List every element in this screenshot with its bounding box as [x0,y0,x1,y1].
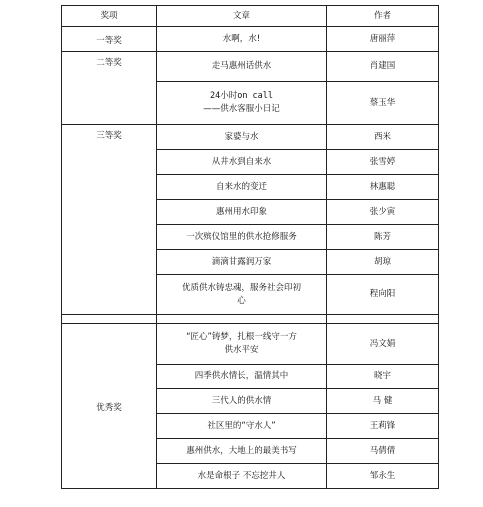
article-title: 一次殡仪馆里的供水抢修服务 [157,225,327,250]
article-title: 惠州用水印象 [157,200,327,225]
article-title: 水啊，水! [157,27,327,52]
article-title-line: 供水平安 [224,345,259,355]
article-author: 林惠聪 [327,175,439,200]
table-row [62,52,439,82]
award-cell: 一等奖 [62,27,157,52]
article-author: 陈芳 [327,225,439,250]
article-author: 程向阳 [327,275,439,315]
article-title-line: “匠心”铸梦，扎根一线守一方 [186,332,297,342]
cut-off-heading [62,0,182,4]
table-row [62,27,439,52]
article-title: 水是命根子 不忘挖井人 [157,464,327,489]
article-title [157,324,327,365]
article-author: 张少寅 [327,200,439,225]
award-cell: 二等奖 [62,52,157,125]
article-author: 胡琼 [327,250,439,275]
article-author: 蔡玉华 [327,82,439,125]
article-author: 马 健 [327,389,439,414]
article-title: 惠州供水，大地上的最美书写 [157,439,327,464]
article-author: 肖建国 [327,52,439,82]
article-author: 冯文娟 [327,324,439,365]
article-title [157,275,327,315]
article-title [157,82,327,125]
article-author: 西米 [327,125,439,150]
article-title: 从井水到自来水 [157,150,327,175]
article-author: 晓宇 [327,365,439,389]
table-row [62,125,439,150]
article-title-line: 心 [237,295,246,306]
article-title: 滴滴甘露润万家 [157,250,327,275]
page-gap [62,315,439,324]
award-cell: 三等奖 [62,125,157,315]
table-header-row [62,6,439,27]
table-row [62,324,439,365]
header-author: 作者 [327,6,439,27]
article-title: 家婆与水 [157,125,327,150]
article-title: 自来水的变迁 [157,175,327,200]
article-title: 三代人的供水情 [157,389,327,414]
article-title: 社区里的“守水人” [157,414,327,439]
header-article: 文章 [157,6,327,27]
awards-table [61,5,439,489]
article-author: 唐丽萍 [327,27,439,52]
article-author: 张雪婷 [327,150,439,175]
article-title-line: ——供水客服小日记 [203,104,280,114]
award-cell: 优秀奖 [62,324,157,489]
article-title-line: 24小时on call [209,91,274,101]
article-title: 走马惠州话供水 [157,52,327,82]
article-author: 马倩倩 [327,439,439,464]
article-title: 四季供水情长，温情其中 [157,365,327,389]
article-author: 王莉锋 [327,414,439,439]
article-author: 邹永生 [327,464,439,489]
article-title-line: 优质供水铸忠魂，服务社会印初 [181,282,301,293]
header-award: 奖项 [62,6,157,27]
